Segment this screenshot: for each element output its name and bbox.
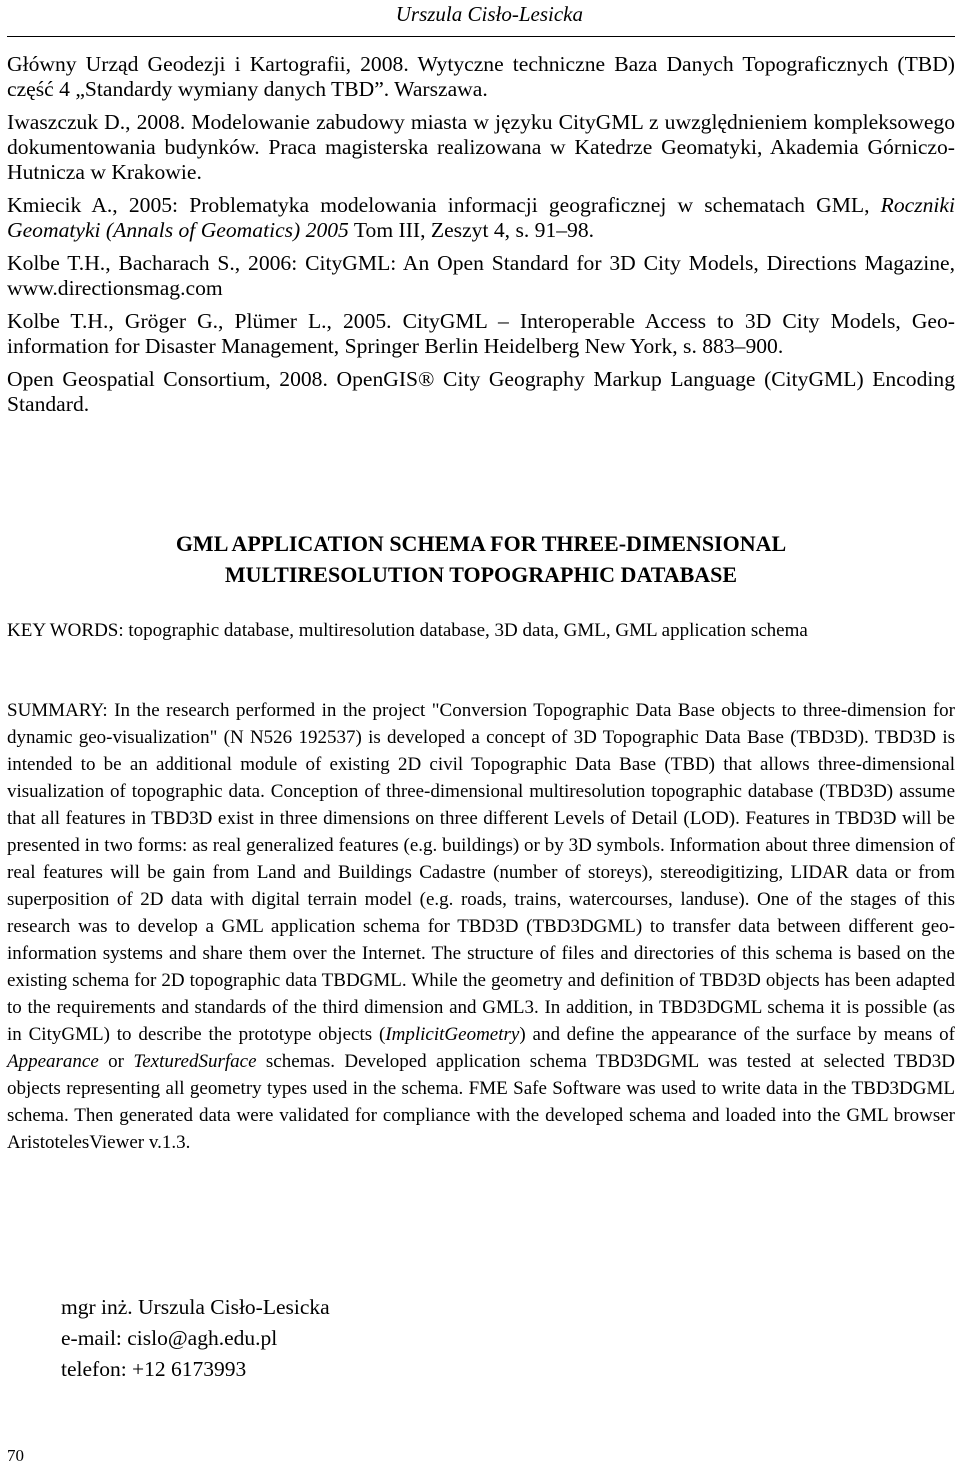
reference-item: Kolbe T.H., Gröger G., Plümer L., 2005. CityGML – Interoperable Access to 3D City Models, Geo-information for Disaster Management, Springer Berlin Heidelberg New York, s. 883–900. [7, 309, 955, 358]
reference-text: Tom III, Zeszyt 4, s. 91–98. [348, 218, 595, 242]
keywords: KEY WORDS: topographic database, multiresolution database, 3D data, GML, GML application schema [7, 620, 808, 641]
article-title [7, 528, 955, 590]
header-rule [7, 36, 955, 37]
reference-item: Iwaszczuk D., 2008. Modelowanie zabudowy miasta w języku CityGML z uwzględnieniem kompleksowego dokumentowania budynków. Praca magisterska realizowana w Katedrze Geomatyki, Akademia Górniczo-Hutnicza w Krakowie. [7, 110, 955, 184]
author-block [61, 1292, 330, 1385]
running-head: Urszula Cisło-Lesicka [395, 2, 583, 26]
summary [7, 697, 955, 1156]
author-phone: telefon: +12 6173993 [61, 1357, 247, 1381]
reference-item: Kolbe T.H., Bacharach S., 2006: CityGML: An Open Standard for 3D City Models, Directions Magazine, www.directionsmag.com [7, 251, 955, 300]
author-name: mgr inż. Urszula Cisło-Lesicka [61, 1295, 330, 1319]
summary-italic: TexturedSurface [133, 1051, 257, 1072]
author-email: e-mail: cislo@agh.edu.pl [61, 1326, 278, 1350]
title-line: MULTIRESOLUTION TOPOGRAPHIC DATABASE [224, 562, 738, 587]
summary-text: SUMMARY: In the research performed in the project "Conversion Topographic Data Base objects to three-dimension for dynamic geo-visualization" (N N526 192537) is developed a concept of 3D Topographic Data Base (TBD3D). TBD3D is intended to be an additional module of existing 2D civil Topographic Data Base (TBD) that allows three-dimensional visualization of topographic data. Conception of three-dimensional multiresolution topographic database (TBD3D) assume that all features in TBD3D exist in three dimensions on three different Levels of Detail (LOD). Features in TBD3D will be presented in two forms: as real generalized features (e.g. buildings) or by 3D symbols. Information about three dimension of real features will be gain from Land and Buildings Cadastre (number of storeys), stereodigitizing, LIDAR data or from superposition of 2D data with digital terrain model (e.g. roads, trains, watercourses, landuse). One of the stages of this research was to develop a GML application schema for TBD3D (TBD3DGML) to transfer data between different geo-information systems and share them over the Internet. The structure of files and directories of this schema is based on the existing schema for 2D topographic data TBDGML. While the geometry and definition of TBD3D objects has been adapted to the requirements and standards of the third dimension and GML3. In addition, in TBD3DGML schema it is possible (as in CityGML) to describe the prototype objects ( [7, 700, 955, 1045]
reference-item [7, 193, 955, 243]
references-list [7, 52, 955, 417]
page-number: 70 [7, 1446, 24, 1465]
summary-text: or [98, 1051, 134, 1072]
journal-title: Roczniki Geomatyki (Annals of Geomatics) 2005 [7, 193, 955, 242]
title-line: GML APPLICATION SCHEMA FOR THREE-DIMENSIONAL [175, 531, 787, 556]
page [7, 0, 955, 1470]
reference-text: Kmiecik A., 2005: Problematyka modelowania informacji geograficznej w schematach GML, [7, 193, 881, 217]
summary-text: schemas. Developed application schema TBD3DGML was tested at selected TBD3D objects representing all geometry types used in the schema. FME Safe Software was used to write data in the TBD3DGML schema. Then generated data were validated for compliance with the developed schema and loaded into the GML browser AristotelesViewer v.1.3. [7, 1051, 955, 1153]
reference-item: Główny Urząd Geodezji i Kartografii, 2008. Wytyczne techniczne Baza Danych Topograficznych (TBD) część 4 „Standardy wymiany danych TBD”. Warszawa. [7, 52, 955, 101]
reference-item: Open Geospatial Consortium, 2008. OpenGIS® City Geography Markup Language (CityGML) Encoding Standard. [7, 367, 955, 416]
summary-italic: Appearance [7, 1051, 99, 1072]
summary-italic: ImplicitGeometry [385, 1024, 520, 1045]
summary-text: ) and define the appearance of the surface by means of [519, 1024, 956, 1045]
